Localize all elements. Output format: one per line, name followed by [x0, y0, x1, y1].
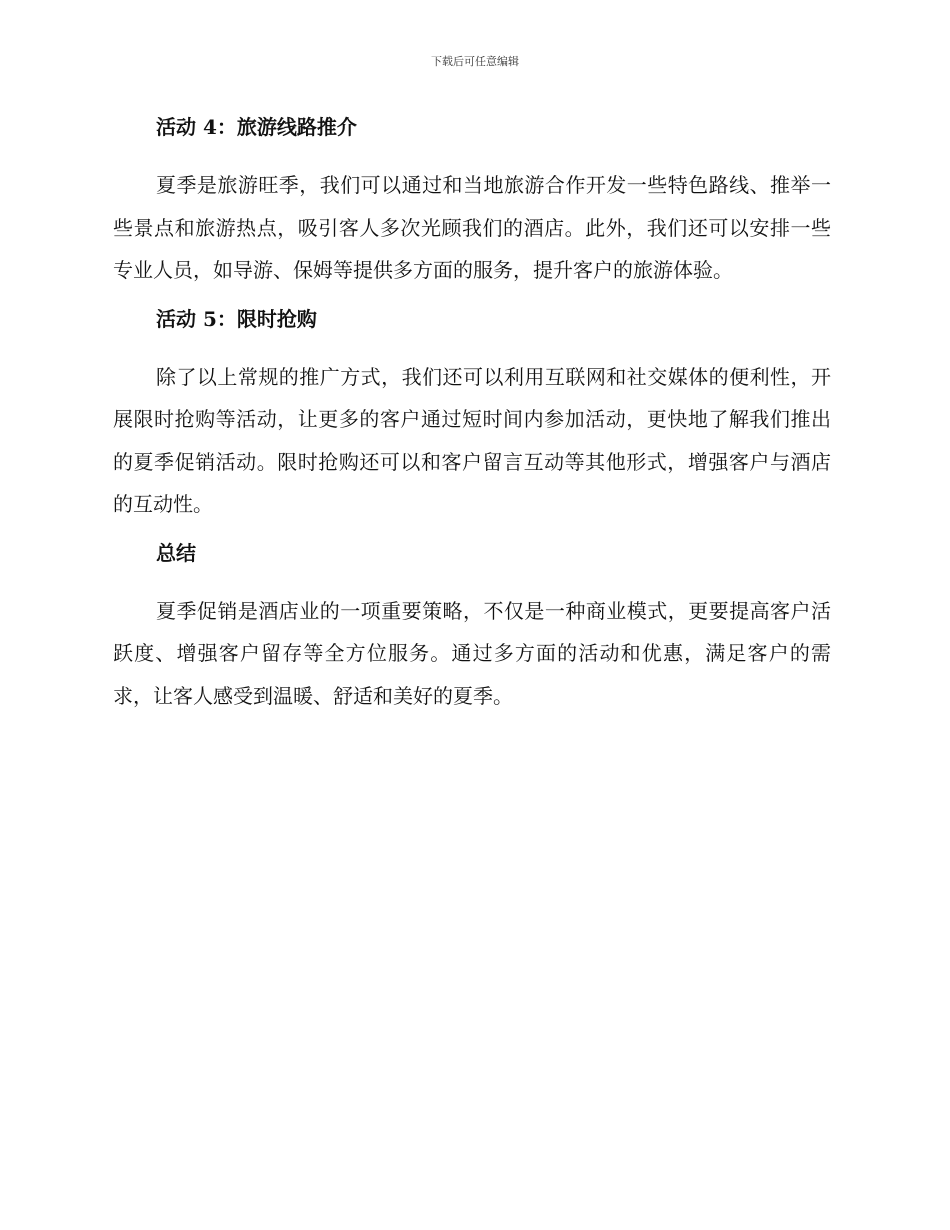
section-paragraph-activity-5: 除了以上常规的推广方式，我们还可以利用互联网和社交媒体的便利性，开展限时抢购等活动，让更多的客户通过短时间内参加活动，更快地了解我们推出的夏季促销活动。限时抢购还可以和客户留言互动等其他形式，增强客户与酒店的互动性。: [113, 364, 831, 516]
section-paragraph-activity-4: 夏季是旅游旺季，我们可以通过和当地旅游合作开发一些特色路线、推举一些景点和旅游热点，吸引客人多次光顾我们的酒店。此外，我们还可以安排一些专业人员，如导游、保姆等提供多方面的服务，提升客户的旅游体验。: [113, 173, 831, 282]
section-paragraph-summary: 夏季促销是酒店业的一项重要策略，不仅是一种商业模式，更要提高客户活跃度、增强客户留存等全方位服务。通过多方面的活动和优惠，满足客户的需求，让客人感受到温暖、舒适和美好的夏季。: [113, 598, 831, 708]
section-heading-activity-5: 活动 5：限时抢购: [156, 306, 317, 331]
page-header: 下载后可任意编辑: [431, 55, 519, 68]
document-body: [113, 112, 831, 717]
section-heading-activity-4: 活动 4：旅游线路推介: [156, 115, 357, 139]
section-heading-summary: 总结: [156, 540, 196, 565]
